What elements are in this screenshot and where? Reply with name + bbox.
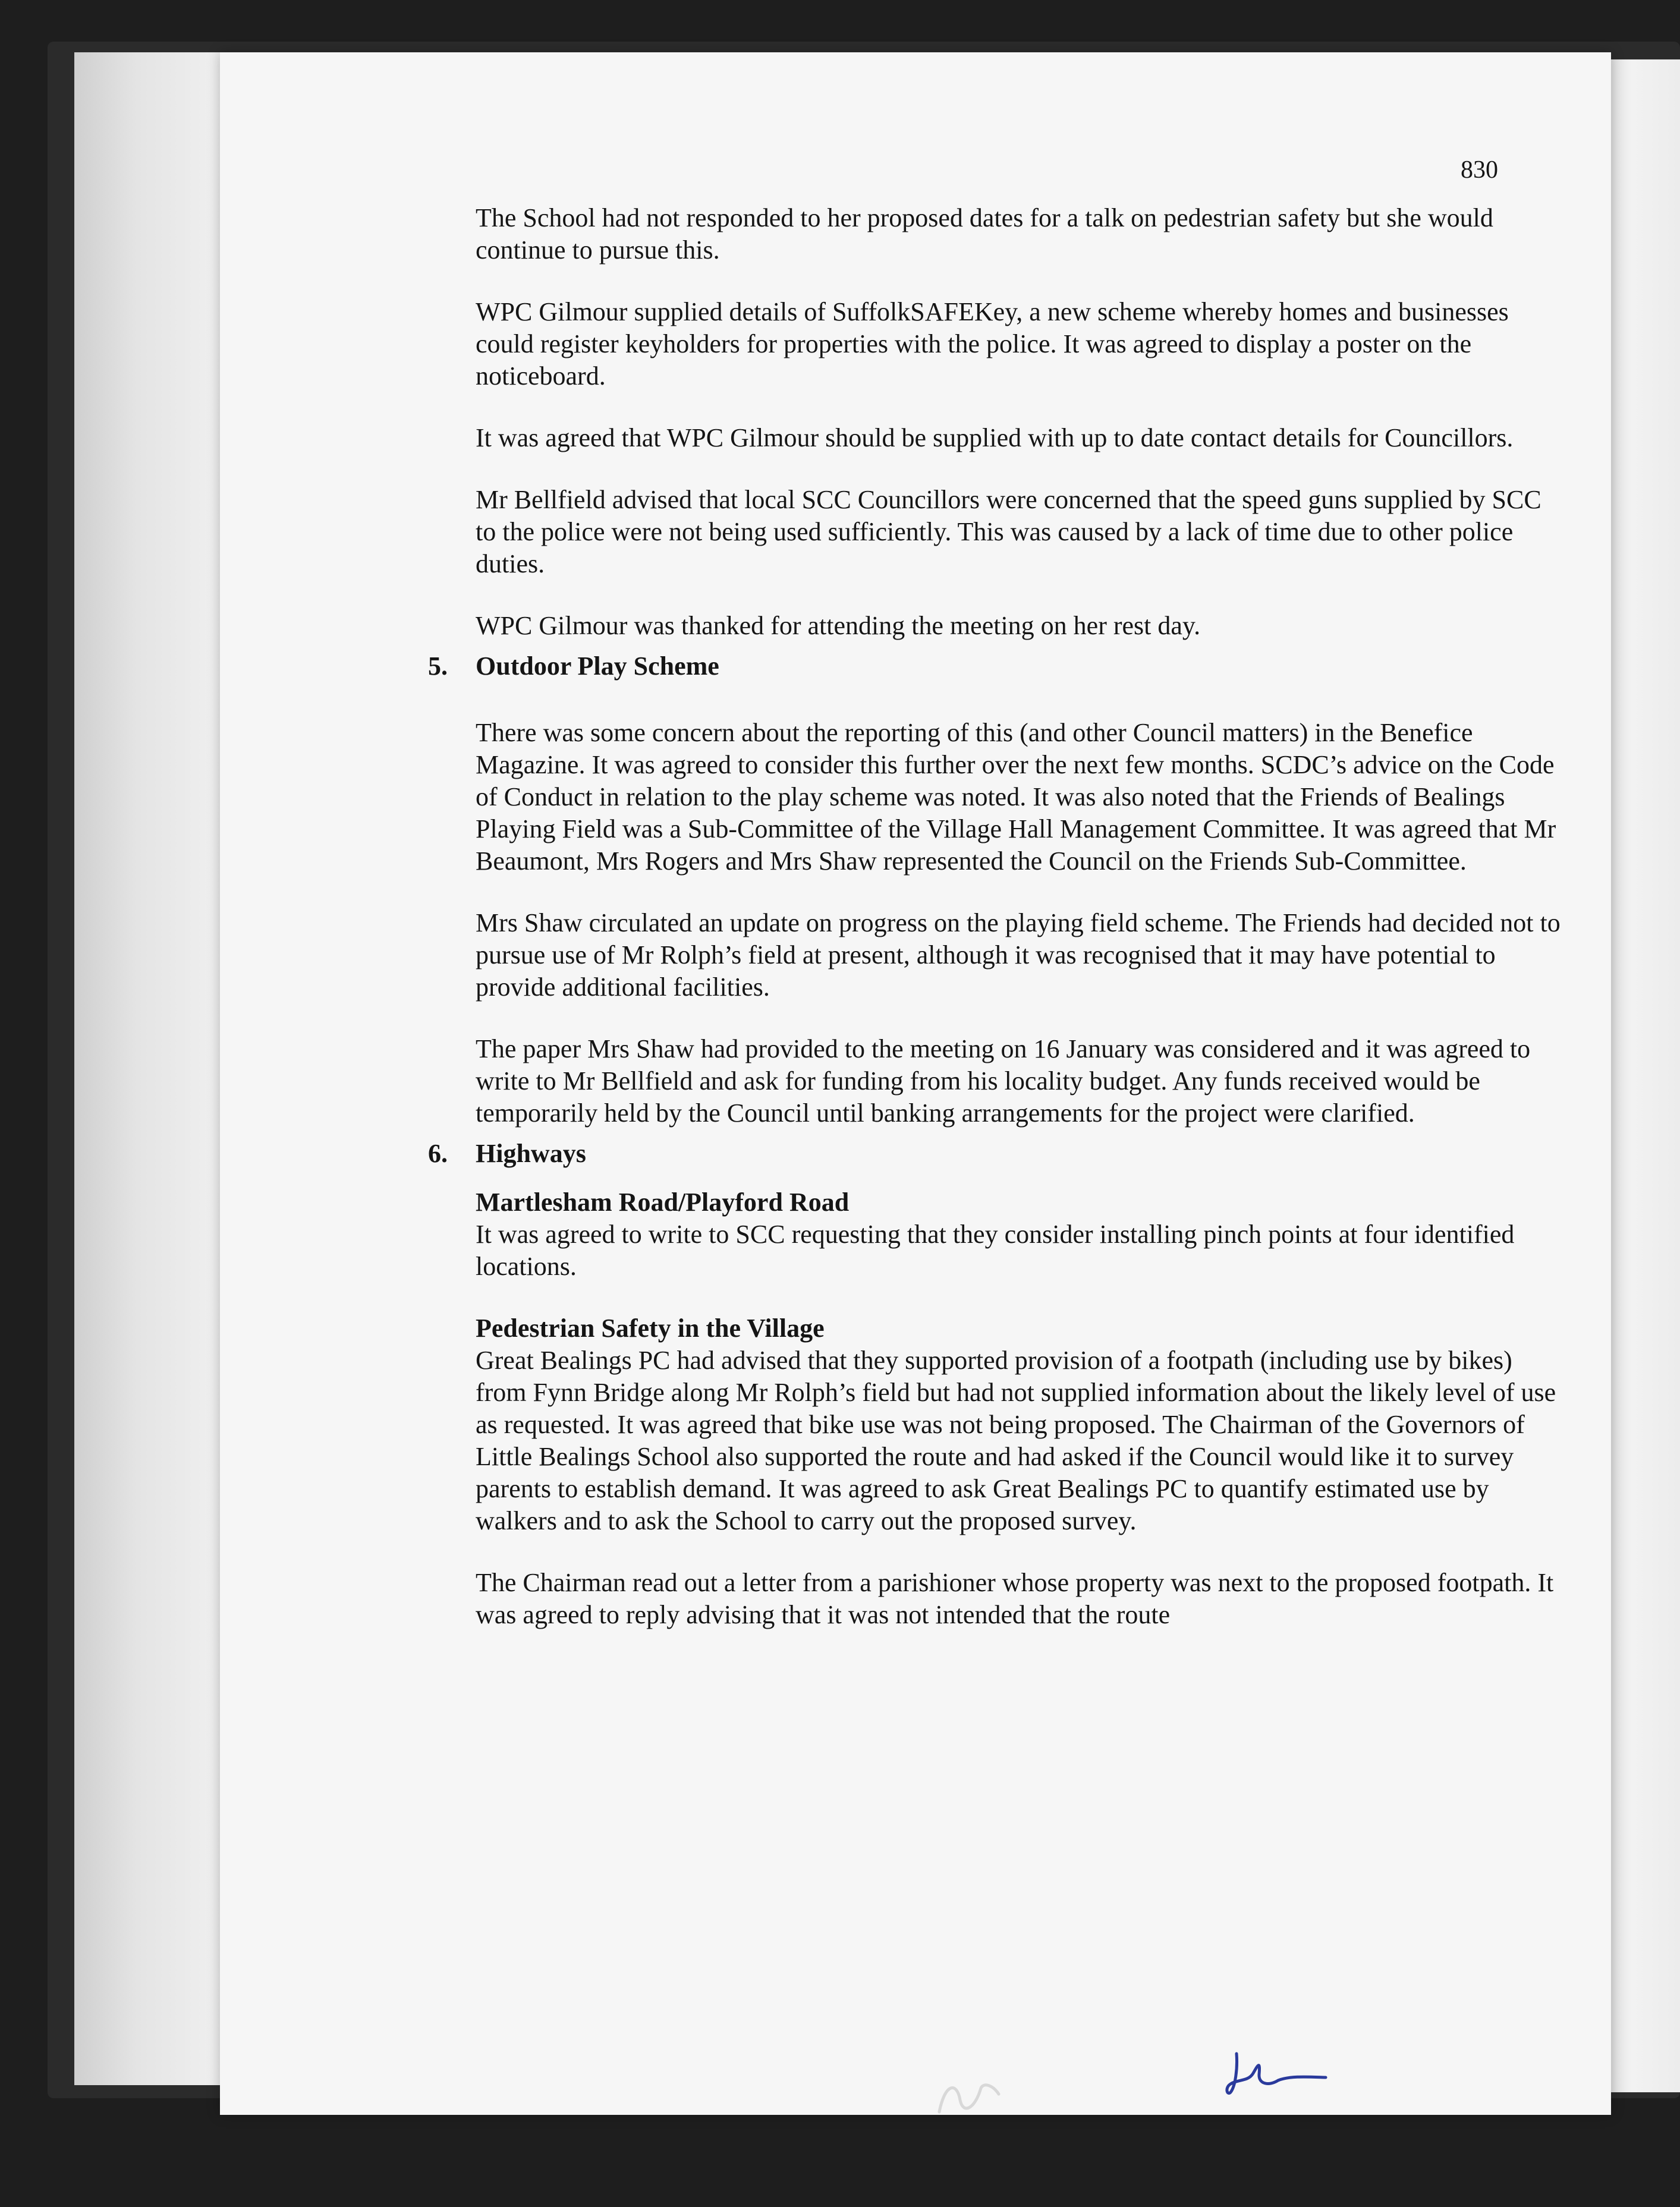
section-title: Outdoor Play Scheme — [476, 651, 719, 681]
show-through-mark — [933, 2076, 1005, 2118]
page-number: 830 — [1461, 156, 1498, 184]
paragraph-footpath: Great Bealings PC had advised that they supported provision of a footpath (including use by bikes) from Fynn Bridge along Mr Rolph’s field but had not supplied information about the likely level of use as requested. It was agreed that bike use was not being proposed. The Chairman of the Governors of Little Bealings School also supported the route and had asked if the Council would like it to survey parents to establish demand. It was agreed to ask Great Bealings PC to quantify estimated use by walkers and to ask the School to carry out the proposed survey. — [476, 1346, 1556, 1535]
paragraph-parishioner-letter: The Chairman read out a letter from a parishioner whose property was next to the proposed footpath. It was agreed to reply advising that it was not intended that the route — [476, 1568, 1554, 1629]
section-number: 5. — [428, 651, 448, 681]
document-page — [220, 52, 1611, 2115]
paragraph-contact-details: It was agreed that WPC Gilmour should be supplied with up to date contact details for Councillors. — [476, 423, 1514, 452]
paragraph-suffolk-safekey: WPC Gilmour supplied details of SuffolkSAFEKey, a new scheme whereby homes and businesses could register keyholders for properties with the police. It was agreed to display a poster on the noticeboard. — [476, 297, 1509, 391]
section-number: 6. — [428, 1139, 448, 1168]
paragraph-benefice-magazine: There was some concern about the reporting of this (and other Council matters) in the Benefice Magazine. It was agreed to consider this further over the next few months. SCDC’s advice on the Code of Conduct in relation to the play scheme was noted. It was also noted that the Friends of Bealings Playing Field was a Sub-Committee of the Village Hall Management Committee. It was agreed that Mr Beaumont, Mrs Rogers and Mrs Shaw represented the Council on the Friends Sub-Committee. — [476, 718, 1556, 876]
paragraph-speed-guns: Mr Bellfield advised that local SCC Councillors were concerned that the speed guns supplied by SCC to the police were not being used sufficiently. This was caused by a lack of time due to other police duties. — [476, 485, 1541, 578]
paragraph-wpc-thanked: WPC Gilmour was thanked for attending the meeting on her rest day. — [476, 611, 1201, 640]
right-page-edges — [1599, 59, 1680, 2092]
subheading-martlesham-road: Martlesham Road/Playford Road — [476, 1188, 850, 1217]
paragraph-school-dates: The School had not responded to her proposed dates for a talk on pedestrian safety but she would continue to pursue this. — [476, 203, 1493, 265]
paragraph-playing-field-update: Mrs Shaw circulated an update on progress on the playing field scheme. The Friends had decided not to pursue use of Mr Rolph’s field at present, although it was recognised that it may have potential to provide additional facilities. — [476, 908, 1561, 1002]
section-heading-highways — [428, 1138, 1563, 1170]
section-title: Highways — [476, 1139, 586, 1168]
subheading-pedestrian-safety: Pedestrian Safety in the Village — [476, 1314, 825, 1343]
minutes-content — [428, 202, 1563, 1661]
paragraph-locality-budget: The paper Mrs Shaw had provided to the meeting on 16 January was considered and it was agreed to write to Mr Bellfield and ask for funding from his locality budget. Any funds received would be temporarily held by the Council until banking arrangements for the project were clarified. — [476, 1034, 1531, 1128]
handwritten-initials-signature — [1225, 2045, 1332, 2098]
paragraph-pinch-points: It was agreed to write to SCC requesting that they consider installing pinch points at four identified locations. — [476, 1220, 1515, 1281]
section-heading-outdoor-play — [428, 650, 1563, 682]
